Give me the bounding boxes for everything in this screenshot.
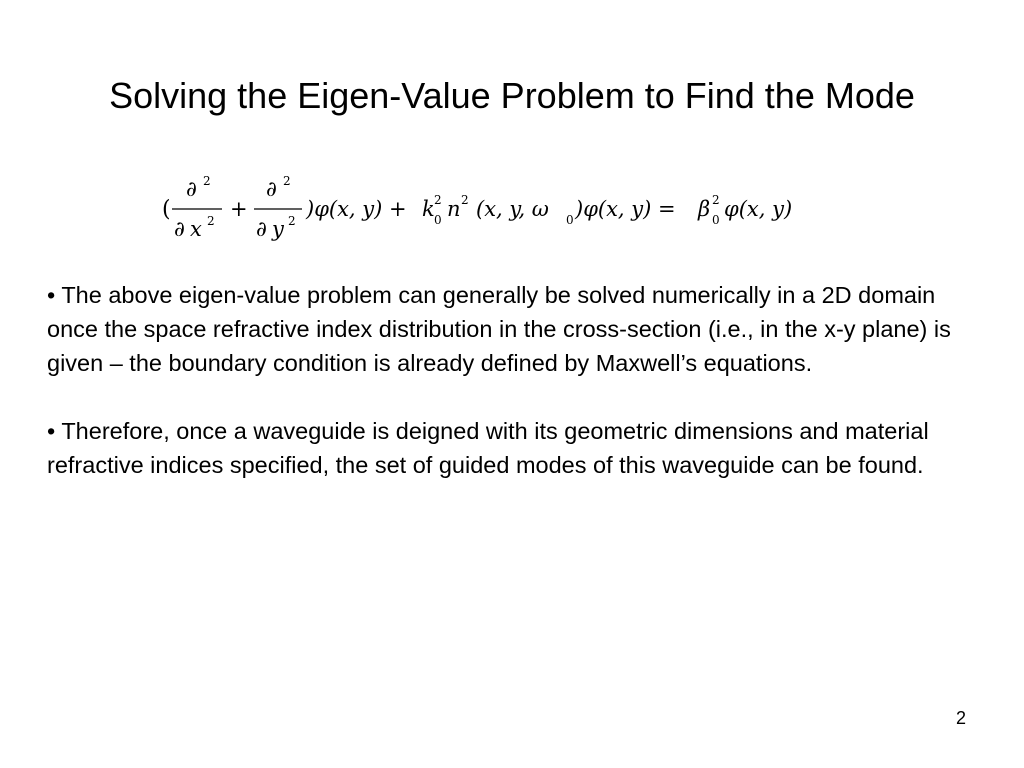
eq-frac2-denominator-exp: 2 [288, 214, 296, 228]
eq-lhs-phi: )φ(x, y) + [306, 197, 414, 221]
eq-k: k [422, 197, 435, 221]
eq-frac2-numerator-exp: 2 [283, 174, 291, 188]
eq-n-args: (x, y, ω [476, 197, 549, 221]
eq-frac1-denominator-var: x [190, 217, 202, 241]
eq-k-sub: 0 [434, 213, 442, 227]
eq-frac1-numerator-partial: ∂ [186, 177, 197, 201]
eq-frac2-denominator-partial: ∂ [256, 217, 267, 241]
eq-frac1-denominator-exp: 2 [207, 214, 215, 228]
eq-plus: + [230, 197, 248, 221]
eq-omega-sub: 0 [566, 213, 574, 227]
bullet-guided-modes: • Therefore, once a waveguide is deigned with its geometric dimensions and material refractive indices specified, the set of guided modes of this waveguide can be found. [47, 418, 929, 478]
eq-rhs-lhs-close: )φ(x, y) = [575, 197, 683, 221]
slide-title: Solving the Eigen-Value Problem to Find the Mode [109, 75, 915, 116]
eq-frac2-numerator-partial: ∂ [266, 177, 277, 201]
eq-open-paren: ( [162, 197, 171, 222]
eq-rhs-phi: φ(x, y) [724, 197, 793, 221]
eq-frac1-numerator-exp: 2 [203, 174, 211, 188]
eq-beta-exp: 2 [712, 193, 720, 207]
eq-n-exp: 2 [461, 193, 469, 207]
eq-beta: β [698, 197, 711, 221]
eq-k-exp: 2 [434, 193, 442, 207]
eigenvalue-equation [160, 170, 840, 250]
eq-n: n [447, 197, 461, 221]
page-number: 2 [955, 708, 966, 728]
eq-beta-sub: 0 [712, 213, 720, 227]
eq-frac2-denominator-var: y [272, 217, 284, 241]
bullet-eigenvalue-solution: • The above eigen-value problem can generally be solved numerically in a 2D domain once the space refractive index distribution in the cross-section (i.e., in the x-y plane) is given – the boundary condition is already defined by Maxwell’s equations. [47, 282, 951, 376]
slide-body [47, 278, 977, 482]
eq-frac1-denominator-partial: ∂ [174, 217, 185, 241]
